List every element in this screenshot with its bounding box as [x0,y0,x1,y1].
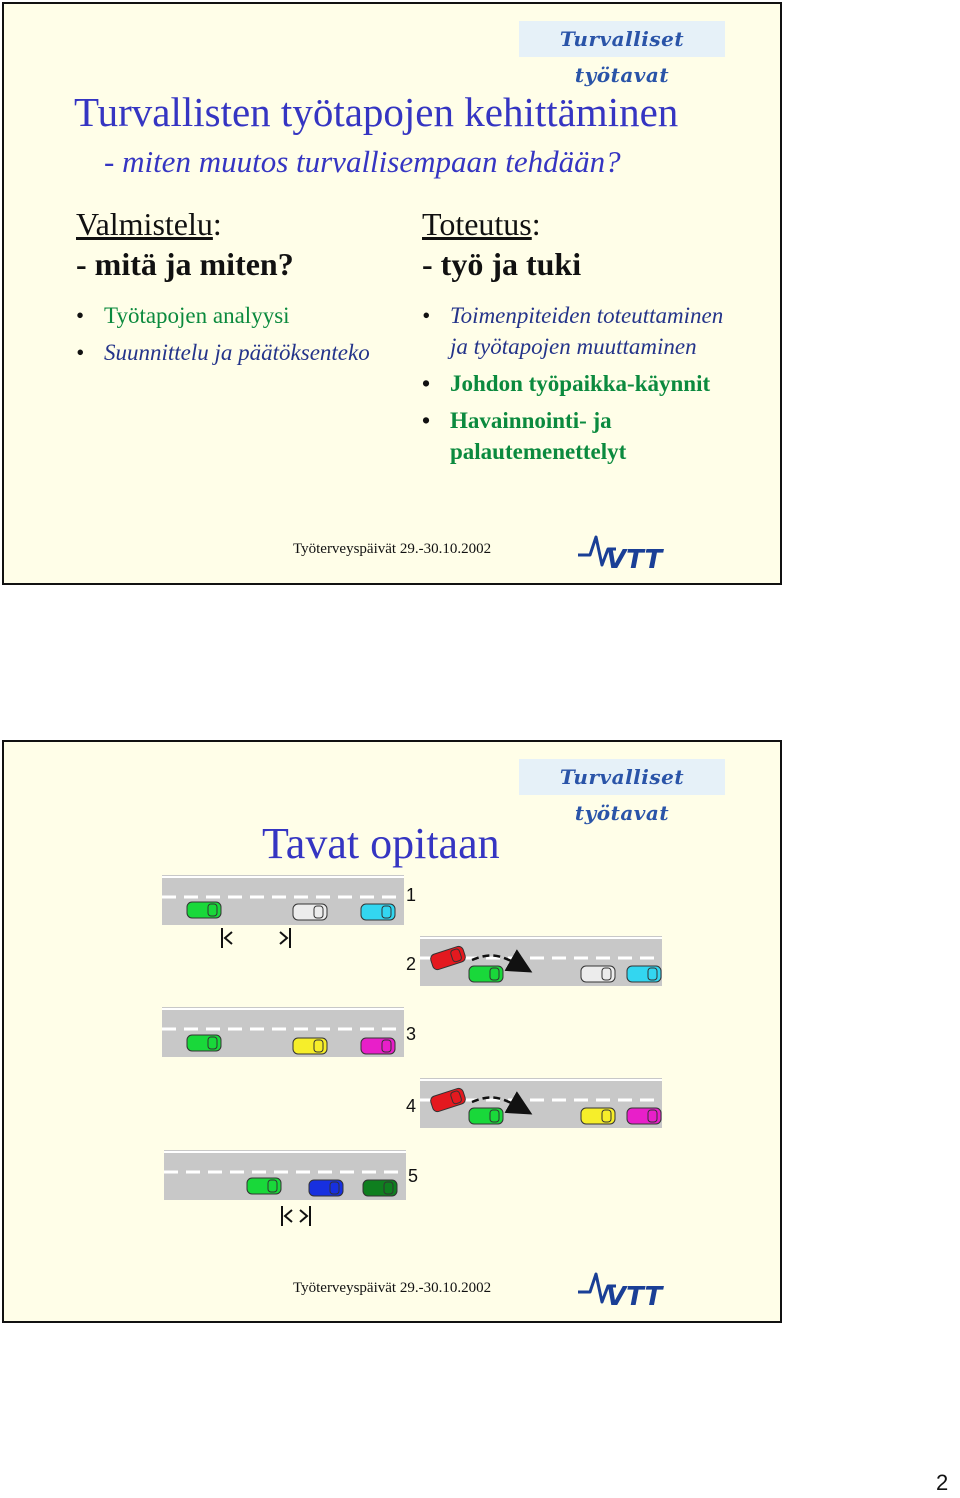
traffic-diagram [154,870,674,1240]
heading-colon: : [531,206,541,242]
vtt-logo [576,1268,680,1308]
left-bullet-list [76,300,376,374]
car [187,902,221,918]
car [293,904,327,920]
slide-2 [2,740,782,1323]
car [293,1038,327,1054]
gap-arrow [280,932,287,944]
slide-title: Turvallisten työtapojen kehittäminen [74,89,679,135]
list-item: • Johdon työpaikka-käynnit [422,368,742,399]
car [627,1108,661,1124]
scenario-label: 3 [406,1024,417,1044]
scenario-label: 5 [408,1166,419,1186]
left-column-subheading: - mitä ja miten? [76,246,294,282]
car [309,1180,343,1196]
slide-subtitle: - miten muutos turvallisempaan tehdään? [104,144,621,179]
logo-text: VTT [606,545,663,571]
gap-arrow [225,932,232,944]
list-item: • Havainnointi- ja palautemenettelyt [422,405,742,467]
heading-text: Valmistelu [76,206,213,242]
logo-text: VTT [606,1282,663,1308]
list-item: • Toimenpiteiden toteuttaminen ja työtapojen muuttaminen [422,300,742,362]
car [361,1038,395,1054]
car [627,966,661,982]
car [581,966,615,982]
brand-tag: Turvalliset työtavat [519,759,725,795]
list-item: • Työtapojen analyysi [76,300,376,331]
slide-1 [2,2,782,585]
right-bullet-list [422,300,742,473]
slide-title: Tavat opitaan [262,819,500,868]
car [247,1178,281,1194]
gap-arrow [300,1210,307,1222]
scenario-label: 1 [406,885,417,905]
scenario-label: 4 [406,1096,417,1116]
car [361,904,395,920]
right-column-heading [422,204,581,284]
vtt-logo [576,531,680,571]
footer-text: Työterveyspäivät 29.-30.10.2002 [293,1280,492,1296]
left-column-heading [76,204,294,284]
car [363,1180,397,1196]
gap-arrow [285,1210,292,1222]
heading-colon: : [212,206,222,242]
footer-text: Työterveyspäivät 29.-30.10.2002 [293,541,492,557]
car [469,966,503,982]
car [469,1108,503,1124]
heading-text: Toteutus [422,206,532,242]
right-column-subheading: - työ ja tuki [422,246,582,282]
car [581,1108,615,1124]
list-item: • Suunnittelu ja päätöksenteko [76,337,376,368]
scenario-label: 2 [406,954,417,974]
car [187,1035,221,1051]
brand-tag: Turvalliset työtavat [519,21,725,57]
page-number: 2 [936,1470,949,1495]
